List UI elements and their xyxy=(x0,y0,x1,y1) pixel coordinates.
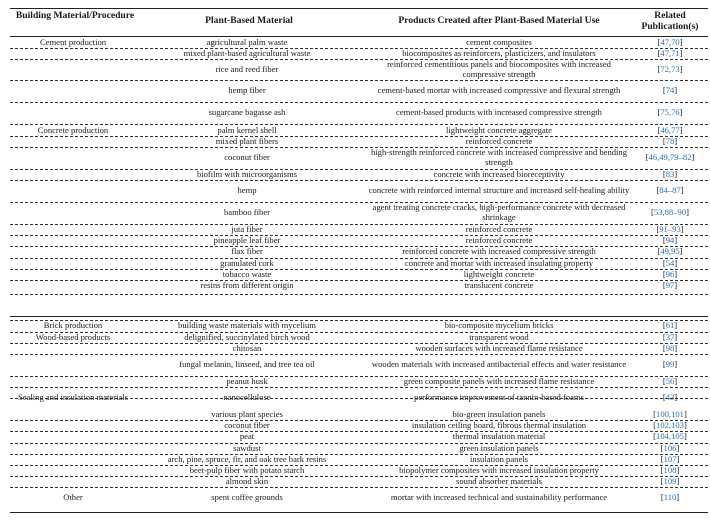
reference-cell: [ 97 ] xyxy=(662,280,678,291)
reference-link[interactable]: 75,76 xyxy=(660,107,680,118)
material-cell xyxy=(138,487,356,509)
row-divider xyxy=(10,376,708,377)
row-divider xyxy=(10,280,708,281)
material-cell-text: mixed plant fibers xyxy=(215,135,279,146)
material-cell-text: rice and reed fiber xyxy=(215,63,279,74)
reference-link[interactable]: 102,103 xyxy=(656,419,684,430)
product-cell xyxy=(368,409,630,420)
reference-cell: [ 72,73 ] xyxy=(657,63,683,74)
procedure-cell xyxy=(10,269,136,280)
row-divider xyxy=(10,354,708,355)
reference-link[interactable]: 94 xyxy=(665,234,675,245)
reference-cell: [ 107 ] xyxy=(660,453,680,464)
material-cell xyxy=(138,136,356,147)
reference-cell: [ 109 ] xyxy=(660,475,680,486)
reference-cell: [ 99 ] xyxy=(662,358,678,369)
material-cell xyxy=(138,343,356,354)
reference-cell: [ 78 ] xyxy=(662,135,678,146)
material-cell-text: agricultural palm waste xyxy=(206,36,288,47)
row-divider xyxy=(10,476,708,477)
procedure-cell xyxy=(10,235,136,246)
reference-link[interactable]: 84–87 xyxy=(659,184,681,195)
reference-cell: [ 56 ] xyxy=(662,375,678,386)
material-cell xyxy=(138,269,356,280)
material-cell xyxy=(138,59,356,80)
product-cell-text: concrete with reinforced internal structure and increased self-healing ability xyxy=(368,184,630,195)
product-cell-text: cement-based products with increased compressive strength xyxy=(396,107,602,118)
reference-cell: [ 108 ] xyxy=(660,464,680,475)
material-cell xyxy=(138,102,356,124)
material-cell-text: tobacco waste xyxy=(222,268,272,279)
procedure-cell xyxy=(10,169,136,180)
procedure-cell xyxy=(10,59,136,80)
row-divider xyxy=(10,420,708,421)
procedure-cell xyxy=(10,376,136,387)
material-cell-text: fungal melanin, linseed, and tree tea oil xyxy=(179,358,315,369)
reference-cell: [ 75,76 ] xyxy=(657,107,683,118)
reference-cell: [ 47,71 ] xyxy=(657,47,683,58)
product-cell xyxy=(368,102,630,124)
row-divider xyxy=(10,102,708,103)
reference-cell: [ 102,103 ] xyxy=(653,419,687,430)
procedure-cell xyxy=(10,420,136,431)
table-row xyxy=(10,125,708,136)
reference-cell: [ 37 ] xyxy=(662,331,678,342)
table-row xyxy=(10,320,708,331)
product-cell-text: bio-composite mycelium bricks xyxy=(444,319,554,330)
product-cell xyxy=(368,258,630,269)
product-cell xyxy=(368,147,630,168)
product-cell-text: reinforced concrete xyxy=(465,223,533,234)
reference-link[interactable]: 108 xyxy=(663,464,677,475)
row-divider xyxy=(10,136,708,137)
procedure-cell xyxy=(10,409,136,420)
procedure-cell-text: Cement production xyxy=(39,36,107,47)
procedure-cell xyxy=(10,476,136,487)
row-divider xyxy=(10,398,708,399)
reference-link[interactable]: 53,88–90 xyxy=(653,206,687,217)
product-cell-text: concrete with increased bioreceptivity xyxy=(433,168,565,179)
reference-link[interactable]: 46,77 xyxy=(660,124,680,135)
product-cell-text: reinforced cementitious panels and biocomposites with increased compressive strength xyxy=(387,59,611,79)
material-cell xyxy=(138,320,356,331)
reference-cell: [ 74 ] xyxy=(662,85,678,96)
material-cell xyxy=(138,235,356,246)
reference-link[interactable]: 37 xyxy=(665,331,675,342)
product-cell xyxy=(368,443,630,454)
procedure-cell xyxy=(10,246,136,257)
product-cell xyxy=(368,269,630,280)
product-cell-text: reinforced concrete xyxy=(465,135,533,146)
reference-link[interactable]: 74 xyxy=(665,85,675,96)
procedure-cell xyxy=(10,102,136,124)
material-cell-text: nanocellulose xyxy=(223,391,271,402)
material-cell xyxy=(138,48,356,59)
row-divider xyxy=(10,431,708,432)
reference-link[interactable]: 96 xyxy=(665,268,675,279)
product-cell-text: performance improvement of tannin-based foams xyxy=(414,391,584,402)
material-cell xyxy=(138,443,356,454)
product-cell-text: high-strength reinforced concrete with increased compressive and bending strength xyxy=(370,147,628,167)
product-cell xyxy=(368,59,630,80)
table-row xyxy=(10,169,708,180)
reference-link[interactable]: 47,70 xyxy=(660,36,680,47)
reference-cell: [ 47,70 ] xyxy=(657,36,683,47)
material-cell xyxy=(138,246,356,257)
product-cell xyxy=(368,136,630,147)
reference-link[interactable]: 100,101 xyxy=(656,408,684,419)
row-divider xyxy=(10,235,708,236)
table-row xyxy=(10,246,708,257)
table-row xyxy=(10,80,708,102)
material-cell-text: arch, pine, spruce, fir, and oak tree bark resins xyxy=(167,453,327,464)
header-related-publications: Related Publication(s) xyxy=(641,10,699,32)
procedure-cell xyxy=(10,443,136,454)
material-cell xyxy=(138,280,356,292)
material-cell xyxy=(138,465,356,476)
product-cell xyxy=(368,235,630,246)
procedure-cell-text: Brick production xyxy=(43,319,103,330)
product-cell xyxy=(368,487,630,509)
table-row xyxy=(10,465,708,476)
product-cell-text: concrete and mortar with increased insulating property xyxy=(404,257,594,268)
row-divider xyxy=(10,487,708,488)
material-cell-text: various plant species xyxy=(211,408,283,419)
product-cell-text: insulation panels xyxy=(470,453,528,464)
header-products: Products Created after Plant-Based Material Use xyxy=(398,15,600,26)
product-cell xyxy=(368,80,630,102)
reference-cell: [ 106 ] xyxy=(660,442,680,453)
table-row xyxy=(10,202,708,223)
reference-cell: [ 91–93 ] xyxy=(656,223,684,234)
procedure-cell xyxy=(10,136,136,147)
row-divider xyxy=(10,387,708,388)
product-cell-text: bio-green insulation panels xyxy=(452,408,546,419)
row-divider xyxy=(10,320,708,321)
reference-link[interactable]: 98 xyxy=(665,342,675,353)
procedure-cell xyxy=(10,37,136,48)
row-divider xyxy=(10,48,708,49)
material-cell-text: biofilm with microorganisms xyxy=(196,168,298,179)
product-cell xyxy=(368,420,630,431)
reference-link[interactable]: 91–93 xyxy=(659,223,681,234)
reference-link[interactable]: 107 xyxy=(663,453,677,464)
reference-cell: [ 49,95 ] xyxy=(657,245,683,256)
reference-link[interactable]: 78 xyxy=(665,135,675,146)
material-cell xyxy=(138,354,356,375)
product-cell-text: mortar with increased technical and sustainability performance xyxy=(390,492,608,503)
reference-link[interactable]: 110 xyxy=(663,492,677,503)
header-plant-based-material: Plant-Based Material xyxy=(205,15,293,26)
material-cell-text: building waste materials with mycelium xyxy=(178,319,316,330)
material-cell-text: granulated cork xyxy=(220,257,274,268)
product-cell-text: biocomposites as reinforcers, plasticizers, and insulators xyxy=(402,47,596,58)
product-cell-text: green insulation panels xyxy=(459,442,539,453)
material-cell-text: sugarcane bagasse ash xyxy=(208,107,286,118)
product-cell xyxy=(368,37,630,48)
reference-link[interactable]: 46,49,79–82 xyxy=(648,151,692,162)
product-cell xyxy=(368,246,630,257)
reference-cell: [ 83 ] xyxy=(662,168,678,179)
material-cell-text: chitosan xyxy=(232,342,262,353)
table-row xyxy=(10,224,708,235)
procedure-cell xyxy=(10,354,136,375)
procedure-cell xyxy=(10,180,136,201)
table-row xyxy=(10,443,708,454)
reference-link[interactable]: 104,105 xyxy=(656,430,684,441)
row-divider xyxy=(10,80,708,81)
product-cell xyxy=(368,431,630,442)
product-cell xyxy=(368,125,630,136)
reference-link[interactable]: 106 xyxy=(663,442,677,453)
table-row xyxy=(10,147,708,168)
product-cell xyxy=(368,465,630,476)
material-cell-text: beet-pulp fiber with potato starch xyxy=(189,464,305,475)
reference-cell: [ 104,105 ] xyxy=(653,430,687,441)
reference-cell: [ 94 ] xyxy=(662,234,678,245)
product-cell xyxy=(368,376,630,387)
reference-cell: [ 110 ] xyxy=(660,492,680,503)
material-cell xyxy=(138,476,356,487)
reference-link[interactable]: 49,95 xyxy=(660,245,680,256)
table-row xyxy=(10,332,708,343)
product-cell xyxy=(368,476,630,487)
procedure-cell xyxy=(10,224,136,235)
material-cell-text: flax fiber xyxy=(231,245,263,256)
table-row xyxy=(10,376,708,387)
row-divider xyxy=(10,343,708,344)
procedure-cell xyxy=(10,258,136,269)
row-divider xyxy=(10,124,708,125)
material-cell-text: almond skin xyxy=(225,475,269,486)
reference-cell: [ 84–87 ] xyxy=(656,184,684,195)
row-divider xyxy=(10,169,708,170)
reference-link[interactable]: 56 xyxy=(665,375,675,386)
reference-cell: [ 98 ] xyxy=(662,342,678,353)
table-row xyxy=(10,59,708,80)
material-cell-text: resins from different origin xyxy=(200,280,294,291)
material-cell-text: coconut fiber xyxy=(224,419,270,430)
procedure-cell xyxy=(10,80,136,102)
material-cell xyxy=(138,454,356,465)
material-cell xyxy=(138,169,356,180)
material-cell-text: juta fiber xyxy=(231,223,263,234)
reference-link[interactable]: 72,73 xyxy=(660,63,680,74)
row-divider xyxy=(10,59,708,60)
reference-link[interactable]: 97 xyxy=(665,280,675,291)
table-row xyxy=(10,37,708,48)
reference-link[interactable]: 43 xyxy=(665,391,675,402)
product-cell xyxy=(368,354,630,375)
product-cell-text: reinforced concrete with increased compressive strength xyxy=(402,245,596,256)
table-row xyxy=(10,343,708,354)
procedure-cell-text: Other xyxy=(63,492,83,503)
material-cell xyxy=(138,37,356,48)
procedure-cell-text: Concrete production xyxy=(37,124,109,135)
procedure-cell xyxy=(10,147,136,168)
reference-link[interactable]: 83 xyxy=(665,168,675,179)
reference-link[interactable]: 109 xyxy=(663,475,677,486)
table-row xyxy=(10,487,708,509)
material-cell-text: coconut fiber xyxy=(224,151,270,162)
product-cell-text: wooden surfaces with increased flame resistance xyxy=(415,342,583,353)
reference-cell: [ 46,77 ] xyxy=(657,124,683,135)
product-cell-text: reinforced concrete xyxy=(465,234,533,245)
material-cell-text: hemp xyxy=(237,184,257,195)
top-rule xyxy=(10,8,708,9)
header-building-material: Building Material/Procedure xyxy=(15,10,135,21)
procedure-cell xyxy=(10,332,136,343)
table-row xyxy=(10,48,708,59)
row-divider xyxy=(10,465,708,466)
material-cell xyxy=(138,202,356,223)
procedure-cell-text: Sealing and insulation materials xyxy=(17,391,129,402)
product-cell xyxy=(368,202,630,223)
product-cell-text: thermal insulation material xyxy=(452,430,546,441)
table-row xyxy=(10,454,708,465)
product-cell xyxy=(368,224,630,235)
product-cell-text: biopolymer composites with increased insulation property xyxy=(399,464,599,475)
procedure-cell xyxy=(10,431,136,442)
table-row xyxy=(10,476,708,487)
reference-link[interactable]: 47,71 xyxy=(660,47,680,58)
material-cell-text: sawdust xyxy=(233,442,261,453)
product-cell xyxy=(368,180,630,201)
bottom-rule xyxy=(10,512,708,513)
product-cell-text: cement composites xyxy=(466,36,532,47)
table-row xyxy=(10,409,708,420)
product-cell-text: lightweight concrete xyxy=(463,268,535,279)
procedure-cell xyxy=(10,343,136,354)
row-divider xyxy=(10,224,708,225)
row-divider xyxy=(10,147,708,148)
reference-cell: [ 53,88–90 ] xyxy=(651,206,689,217)
reference-link[interactable]: 99 xyxy=(665,358,675,369)
product-cell xyxy=(368,454,630,465)
row-divider xyxy=(10,443,708,444)
product-cell-text: transparent wood xyxy=(469,331,529,342)
product-cell-text: insulation ceiling board, fibrous thermal insulation xyxy=(411,419,587,430)
reference-cell: [ 46,49,79–82 ] xyxy=(645,151,695,162)
product-cell-text: wooden materials with increased antibacterial effects and water resistance xyxy=(371,358,627,369)
reference-cell: [ 54 ] xyxy=(662,257,678,268)
material-cell xyxy=(138,180,356,201)
product-cell xyxy=(368,48,630,59)
reference-cell: [ 61 ] xyxy=(662,319,678,330)
reference-link[interactable]: 61 xyxy=(665,319,675,330)
material-cell-text: delignified, succinylated birch wood xyxy=(184,331,310,342)
product-cell xyxy=(368,332,630,343)
table-row xyxy=(10,235,708,246)
row-divider xyxy=(10,202,708,203)
material-cell xyxy=(138,80,356,102)
product-cell-text: lightweight concrete aggregate xyxy=(446,124,552,135)
product-cell-text: green composite panels with increased flame resistance xyxy=(403,375,595,386)
row-divider xyxy=(10,258,708,259)
row-divider xyxy=(10,269,708,270)
reference-link[interactable]: 54 xyxy=(665,257,675,268)
procedure-cell xyxy=(10,280,136,292)
product-cell xyxy=(368,280,630,292)
row-divider xyxy=(10,294,708,295)
material-cell-text: mixed plant-based agricultural waste xyxy=(183,47,311,58)
table-row xyxy=(10,102,708,124)
procedure-cell xyxy=(10,320,136,331)
material-cell-text: peanut husk xyxy=(226,375,268,386)
table-row xyxy=(10,269,708,280)
product-cell-text: translucent concrete xyxy=(464,280,534,291)
procedure-cell xyxy=(10,465,136,476)
material-cell-text: pineapple leaf fiber xyxy=(213,234,281,245)
row-divider xyxy=(10,180,708,181)
product-cell xyxy=(368,320,630,331)
product-cell-text: sound absorber materials xyxy=(456,475,542,486)
material-cell xyxy=(138,332,356,343)
table-row xyxy=(10,280,708,292)
material-cell-text: bamboo fiber xyxy=(223,206,271,217)
procedure-cell xyxy=(10,454,136,465)
procedure-cell xyxy=(10,487,136,509)
procedure-cell-text: Wood-based products xyxy=(35,331,111,342)
row-divider xyxy=(10,246,708,247)
material-cell xyxy=(138,420,356,431)
table-row xyxy=(10,258,708,269)
row-divider xyxy=(10,332,708,333)
material-cell xyxy=(138,258,356,269)
procedure-cell xyxy=(10,125,136,136)
table-row xyxy=(10,136,708,147)
material-cell xyxy=(138,147,356,168)
material-cell xyxy=(138,224,356,235)
product-cell xyxy=(368,169,630,180)
material-cell-text: hemp fiber xyxy=(228,85,266,96)
reference-cell: [ 96 ] xyxy=(662,268,678,279)
table-row xyxy=(10,180,708,201)
reference-cell: [ 43 ] xyxy=(662,391,678,402)
table-row xyxy=(10,420,708,431)
material-cell-text: spent coffee grounds xyxy=(211,492,283,503)
product-cell-text: agent treating concrete cracks, high-performance concrete with decreased shrinkage xyxy=(372,202,626,222)
table-row xyxy=(10,431,708,442)
procedure-cell xyxy=(10,48,136,59)
material-cell xyxy=(138,125,356,136)
material-cell xyxy=(138,376,356,387)
material-cell-text: palm kernel shell xyxy=(217,124,277,135)
section-rule xyxy=(10,316,708,317)
row-divider xyxy=(10,454,708,455)
procedure-cell xyxy=(10,202,136,223)
product-cell-text: cement-based mortar with increased compressive and flexural strength xyxy=(377,85,621,96)
material-cell-text: peat xyxy=(239,430,255,441)
material-cell xyxy=(138,409,356,420)
material-cell xyxy=(138,431,356,442)
product-cell xyxy=(368,343,630,354)
table-row xyxy=(10,354,708,375)
reference-cell: [ 100,101 ] xyxy=(653,408,687,419)
